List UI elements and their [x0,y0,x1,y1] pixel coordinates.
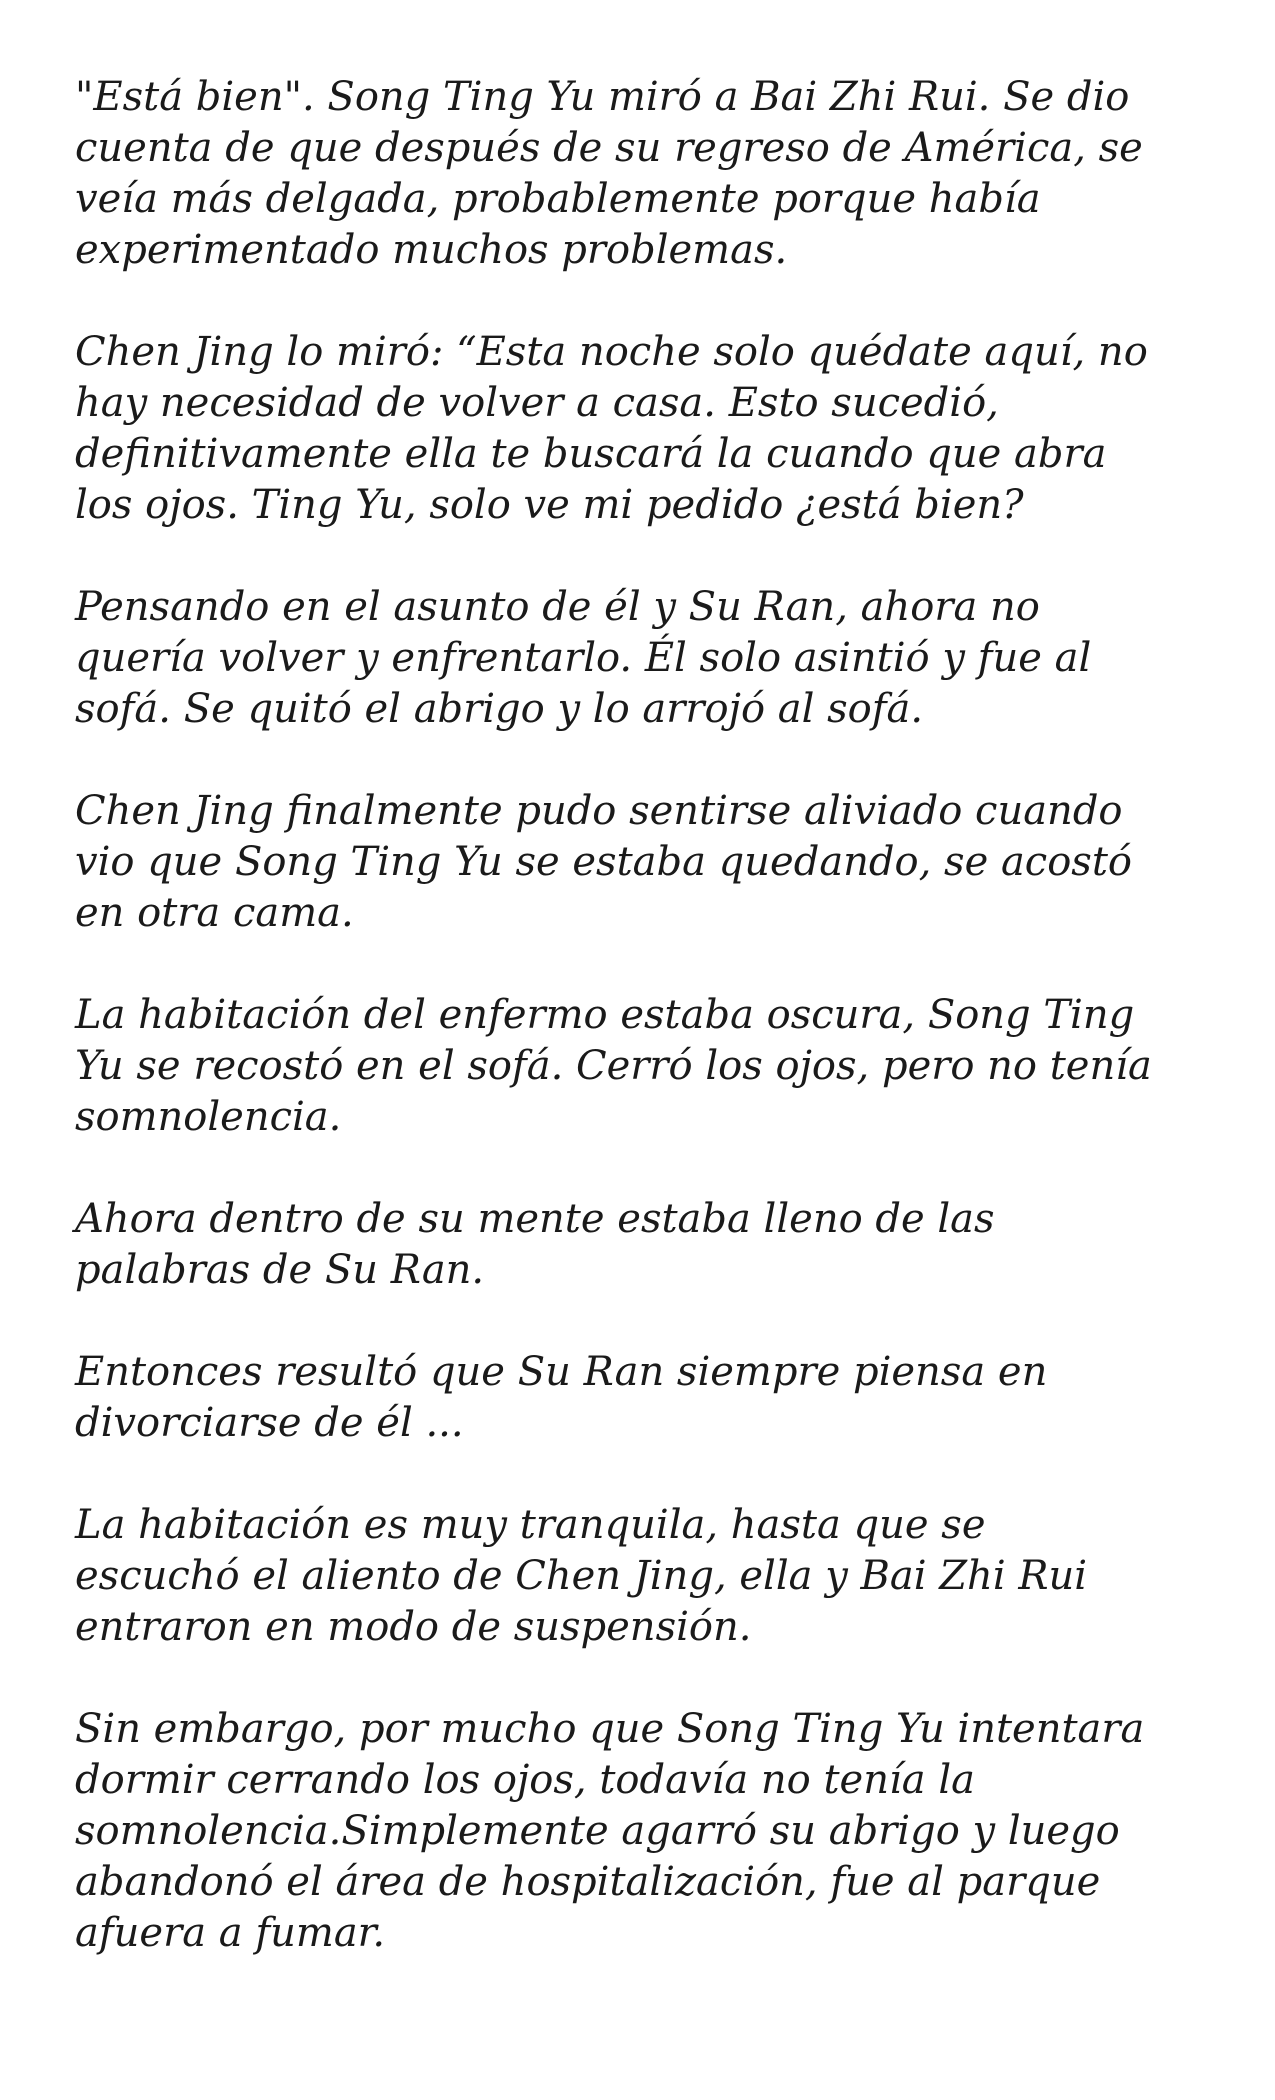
paragraph: La habitación es muy tranquila, hasta que se escuchó el aliento de Chen Jing, ella y Bai Zhi Rui entraron en modo de suspensión. [75,1502,1087,1650]
paragraph: Entonces resultó que Su Ran siempre piensa en divorciarse de él ... [75,1349,1048,1446]
paragraph: Chen Jing finalmente pudo sentirse aliviado cuando vio que Song Ting Yu se estaba quedando, se acostó en otra cama. [75,788,1132,936]
paragraph: Ahora dentro de su mente estaba lleno de las palabras de Su Ran. [75,1196,995,1293]
paragraph: Pensando en el asunto de él y Su Ran, ahora no quería volver y enfrentarlo. Él solo asintió y fue al sofá. Se quitó el abrigo y lo arrojó al sofá. [75,584,1092,732]
document-page [75,72,1215,2010]
paragraph: "Está bien". Song Ting Yu miró a Bai Zhi Rui. Se dio cuenta de que después de su regreso de América, se veía más delgada, probablemente porque había experimentado muchos problemas. [75,74,1143,273]
paragraph: Sin embargo, por mucho que Song Ting Yu intentara dormir cerrando los ojos, todavía no tenía la somnolencia.Simplemente agarró su abrigo y luego abandonó el área de hospitalización, fue al parque afuera a fumar. [75,1706,1145,1956]
paragraph: Chen Jing lo miró: “Esta noche solo quédate aquí, no hay necesidad de volver a casa. Esto sucedió, definitivamente ella te buscará la cuando que abra los ojos. Ting Yu, solo ve mi pedido ¿está bien? [75,329,1148,528]
paragraph: La habitación del enfermo estaba oscura, Song Ting Yu se recostó en el sofá. Cerró los ojos, pero no tenía somnolencia. [75,992,1152,1140]
